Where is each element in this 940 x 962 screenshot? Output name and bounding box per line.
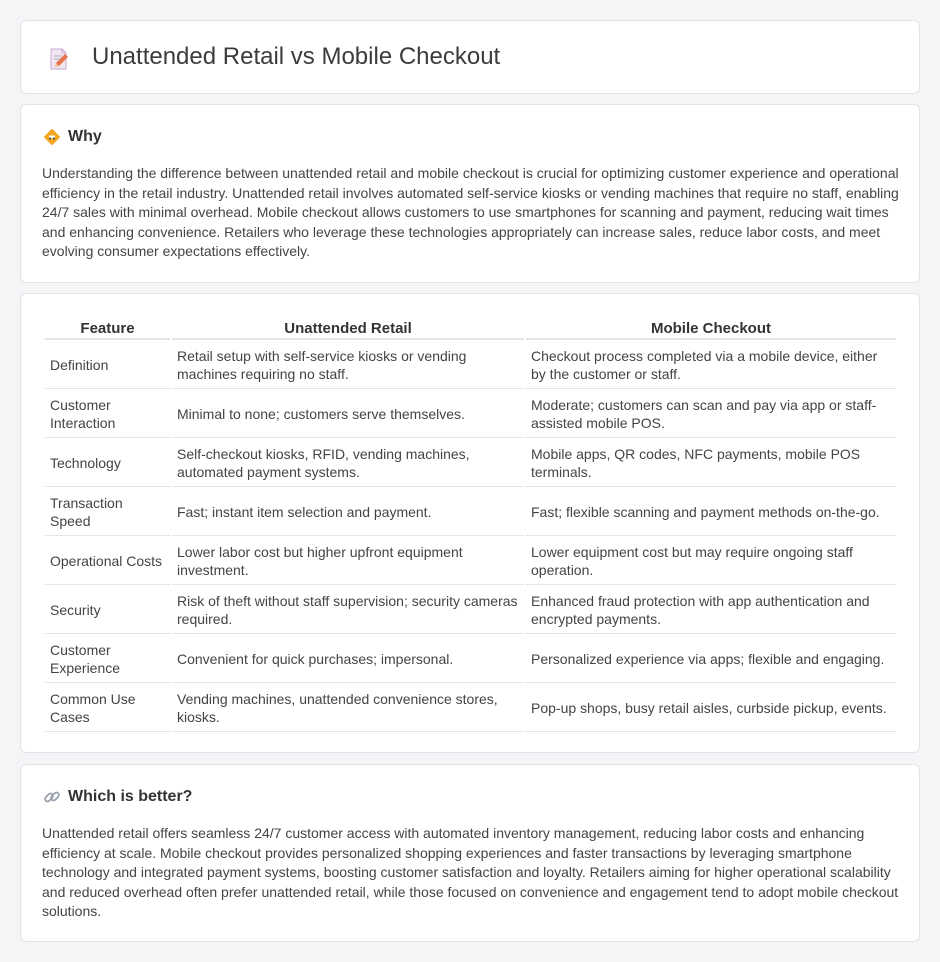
link-icon xyxy=(43,788,61,806)
feature-cell: Customer Experience xyxy=(45,635,170,683)
mobile-cell: Personalized experience via apps; flexible and engaging. xyxy=(526,635,896,683)
mobile-cell: Enhanced fraud protection with app authentication and encrypted payments. xyxy=(526,586,896,634)
table-row xyxy=(45,390,896,438)
mobile-cell: Fast; flexible scanning and payment methods on-the-go. xyxy=(526,488,896,536)
unattended-cell: Fast; instant item selection and payment. xyxy=(172,488,524,536)
unattended-cell: Vending machines, unattended convenience stores, kiosks. xyxy=(172,684,524,732)
table-row xyxy=(45,684,896,732)
mobile-cell: Lower equipment cost but may require ongoing staff operation. xyxy=(526,537,896,585)
table-row xyxy=(45,341,896,389)
table-header-row xyxy=(45,316,896,340)
unattended-cell: Self-checkout kiosks, RFID, vending machines, automated payment systems. xyxy=(172,439,524,487)
why-section xyxy=(20,104,920,283)
why-text: Understanding the difference between unattended retail and mobile checkout is crucial for optimizing customer experience and operational efficiency in the retail industry. Unattended retail involves automated self-service kiosks or vending machines that require no staff, enabling 24/7 sales with minimal overhead. Mobile checkout allows customers to use smartphones for scanning and payment, reducing wait times and enhancing convenience. Retailers who leverage these technologies appropriately can increase sales, reduce labor costs, and meet evolving consumer expectations effectively. xyxy=(42,165,899,260)
feature-cell: Common Use Cases xyxy=(45,684,170,732)
mobile-cell: Mobile apps, QR codes, NFC payments, mobile POS terminals. xyxy=(526,439,896,487)
comparison-section xyxy=(20,293,920,753)
document-pencil-icon xyxy=(47,47,71,71)
unattended-cell: Minimal to none; customers serve themselves. xyxy=(172,390,524,438)
table-row xyxy=(45,537,896,585)
feature-cell: Technology xyxy=(45,439,170,487)
unattended-cell: Convenient for quick purchases; impersonal. xyxy=(172,635,524,683)
table-row xyxy=(45,635,896,683)
feature-cell: Operational Costs xyxy=(45,537,170,585)
better-heading-row xyxy=(43,787,192,807)
why-heading-row xyxy=(43,127,102,147)
mobile-cell: Moderate; customers can scan and pay via app or staff-assisted mobile POS. xyxy=(526,390,896,438)
table-row xyxy=(45,488,896,536)
which-is-better-section xyxy=(20,764,920,942)
unattended-cell: Lower labor cost but higher upfront equipment investment. xyxy=(172,537,524,585)
comparison-table xyxy=(43,315,898,733)
diamond-sign-icon xyxy=(43,128,61,146)
header-mobile-checkout: Mobile Checkout xyxy=(526,316,896,340)
mobile-cell: Checkout process completed via a mobile device, either by the customer or staff. xyxy=(526,341,896,389)
better-heading: Which is better? xyxy=(68,788,193,805)
unattended-cell: Retail setup with self-service kiosks or vending machines requiring no staff. xyxy=(172,341,524,389)
unattended-cell: Risk of theft without staff supervision; security cameras required. xyxy=(172,586,524,634)
feature-cell: Customer Interaction xyxy=(45,390,170,438)
feature-cell: Definition xyxy=(45,341,170,389)
table-row xyxy=(45,586,896,634)
feature-cell: Transaction Speed xyxy=(45,488,170,536)
feature-cell: Security xyxy=(45,586,170,634)
header-unattended-retail: Unattended Retail xyxy=(172,316,524,340)
why-heading: Why xyxy=(68,128,102,145)
mobile-cell: Pop-up shops, busy retail aisles, curbside pickup, events. xyxy=(526,684,896,732)
page-title: Unattended Retail vs Mobile Checkout xyxy=(92,43,501,70)
table-row xyxy=(45,439,896,487)
title-card xyxy=(20,20,920,94)
header-feature: Feature xyxy=(45,316,170,340)
better-text: Unattended retail offers seamless 24/7 customer access with automated inventory management, reducing labor costs and enhancing efficiency at scale. Mobile checkout provides personalized shopping experiences and faster transactions by leveraging smartphone technology and integrated payment systems, boosting customer satisfaction and loyalty. Retailers aiming for higher operational scalability and reduced overhead often prefer unattended retail, while those focused on convenience and engagement tend to adopt mobile checkout solutions. xyxy=(42,825,899,920)
